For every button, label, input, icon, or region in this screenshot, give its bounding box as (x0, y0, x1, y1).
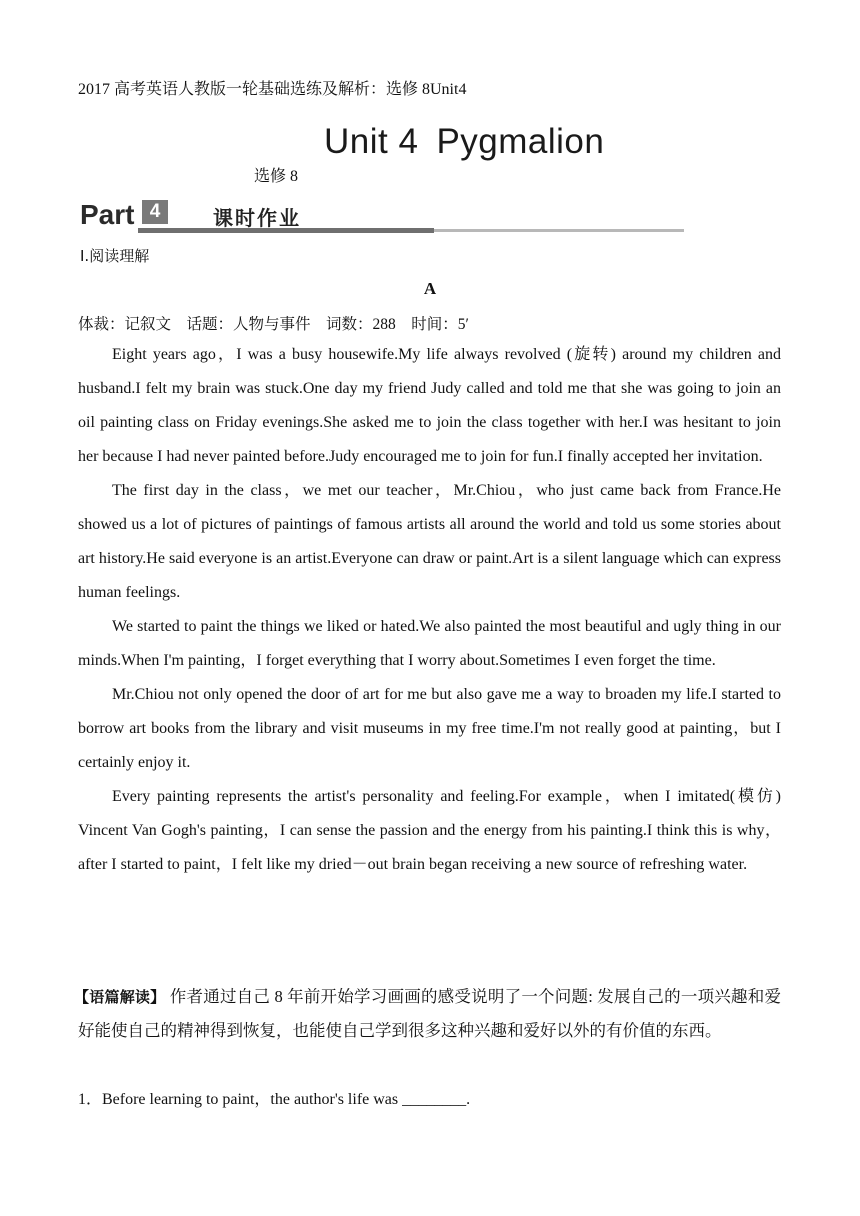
part-underline-light (434, 229, 684, 232)
section-title: Ⅰ.阅读理解 (80, 247, 150, 265)
paragraph: Mr.Chiou not only opened the door of art for me but also gave me a way to broaden my life.I started to borrow art books from the library and visit museums in my free time.I'm not really good at painting，but I certainly enjoy it. (78, 686, 781, 771)
passage-letter: A (423, 279, 437, 298)
passage-body (78, 338, 781, 882)
paragraph: Eight years ago，I was a busy housewife.My life always revolved (旋转) around my children and husband.I felt my brain was stuck.One day my friend Judy called and told me that she was going to join an oil painting class on Friday evenings.She asked me to join the class together with her.I was hesitant to join her because I had never painted before.Judy encouraged me to join for fun.I finally accepted her invitation. (78, 346, 781, 465)
part-word: Part (80, 199, 135, 230)
passage-analysis (74, 980, 781, 1048)
part-label: 课时作业 (213, 206, 301, 230)
unit-name: Pygmalion (436, 122, 605, 161)
analysis-tag: 【语篇解读】 (74, 988, 166, 1006)
unit-label: Unit 4 (324, 122, 419, 161)
unit-title (324, 122, 604, 162)
paragraph: The first day in the class，we met our teacher，Mr.Chiou，who just came back from France.He showed us a lot of pictures of paintings of famous artists all around the world and told us some stories about art history.He said everyone is an artist.Everyone can draw or paint.Art is a silent language which can express human feelings. (78, 482, 781, 601)
paragraph: Every painting represents the artist's personality and feeling.For example，when I imitated(模仿) Vincent Van Gogh's painting，I can sense the passion and the energy from his painting.I think this is why，after I started to paint，I felt like my dried－out brain began receiving a new source of refreshing water. (78, 788, 782, 873)
analysis-text: 作者通过自己 8 年前开始学习画画的感受说明了一个问题: 发展自己的一项兴趣和爱好能使自己的精神得到恢复，也能使自己学到很多这种兴趣和爱好以外的有价值的东西。 (78, 987, 781, 1040)
paragraph: We started to paint the things we liked or hated.We also painted the most beautiful and ugly thing in our minds.When I'm painting，I forget everything that I worry about.Sometimes I even forget the time. (78, 618, 781, 669)
document-header: 2017 高考英语人教版一轮基础选练及解析：选修 8Unit4 (78, 81, 467, 98)
part-number-badge: 4 (142, 200, 168, 224)
part-banner (78, 197, 688, 237)
passage-meta: 体裁：记叙文 话题：人物与事件 词数：288 时间：5′ (78, 316, 469, 333)
question-item: 1．Before learning to paint，the author's life was ________. (78, 1091, 471, 1108)
elective-label: 选修 8 (254, 168, 299, 185)
